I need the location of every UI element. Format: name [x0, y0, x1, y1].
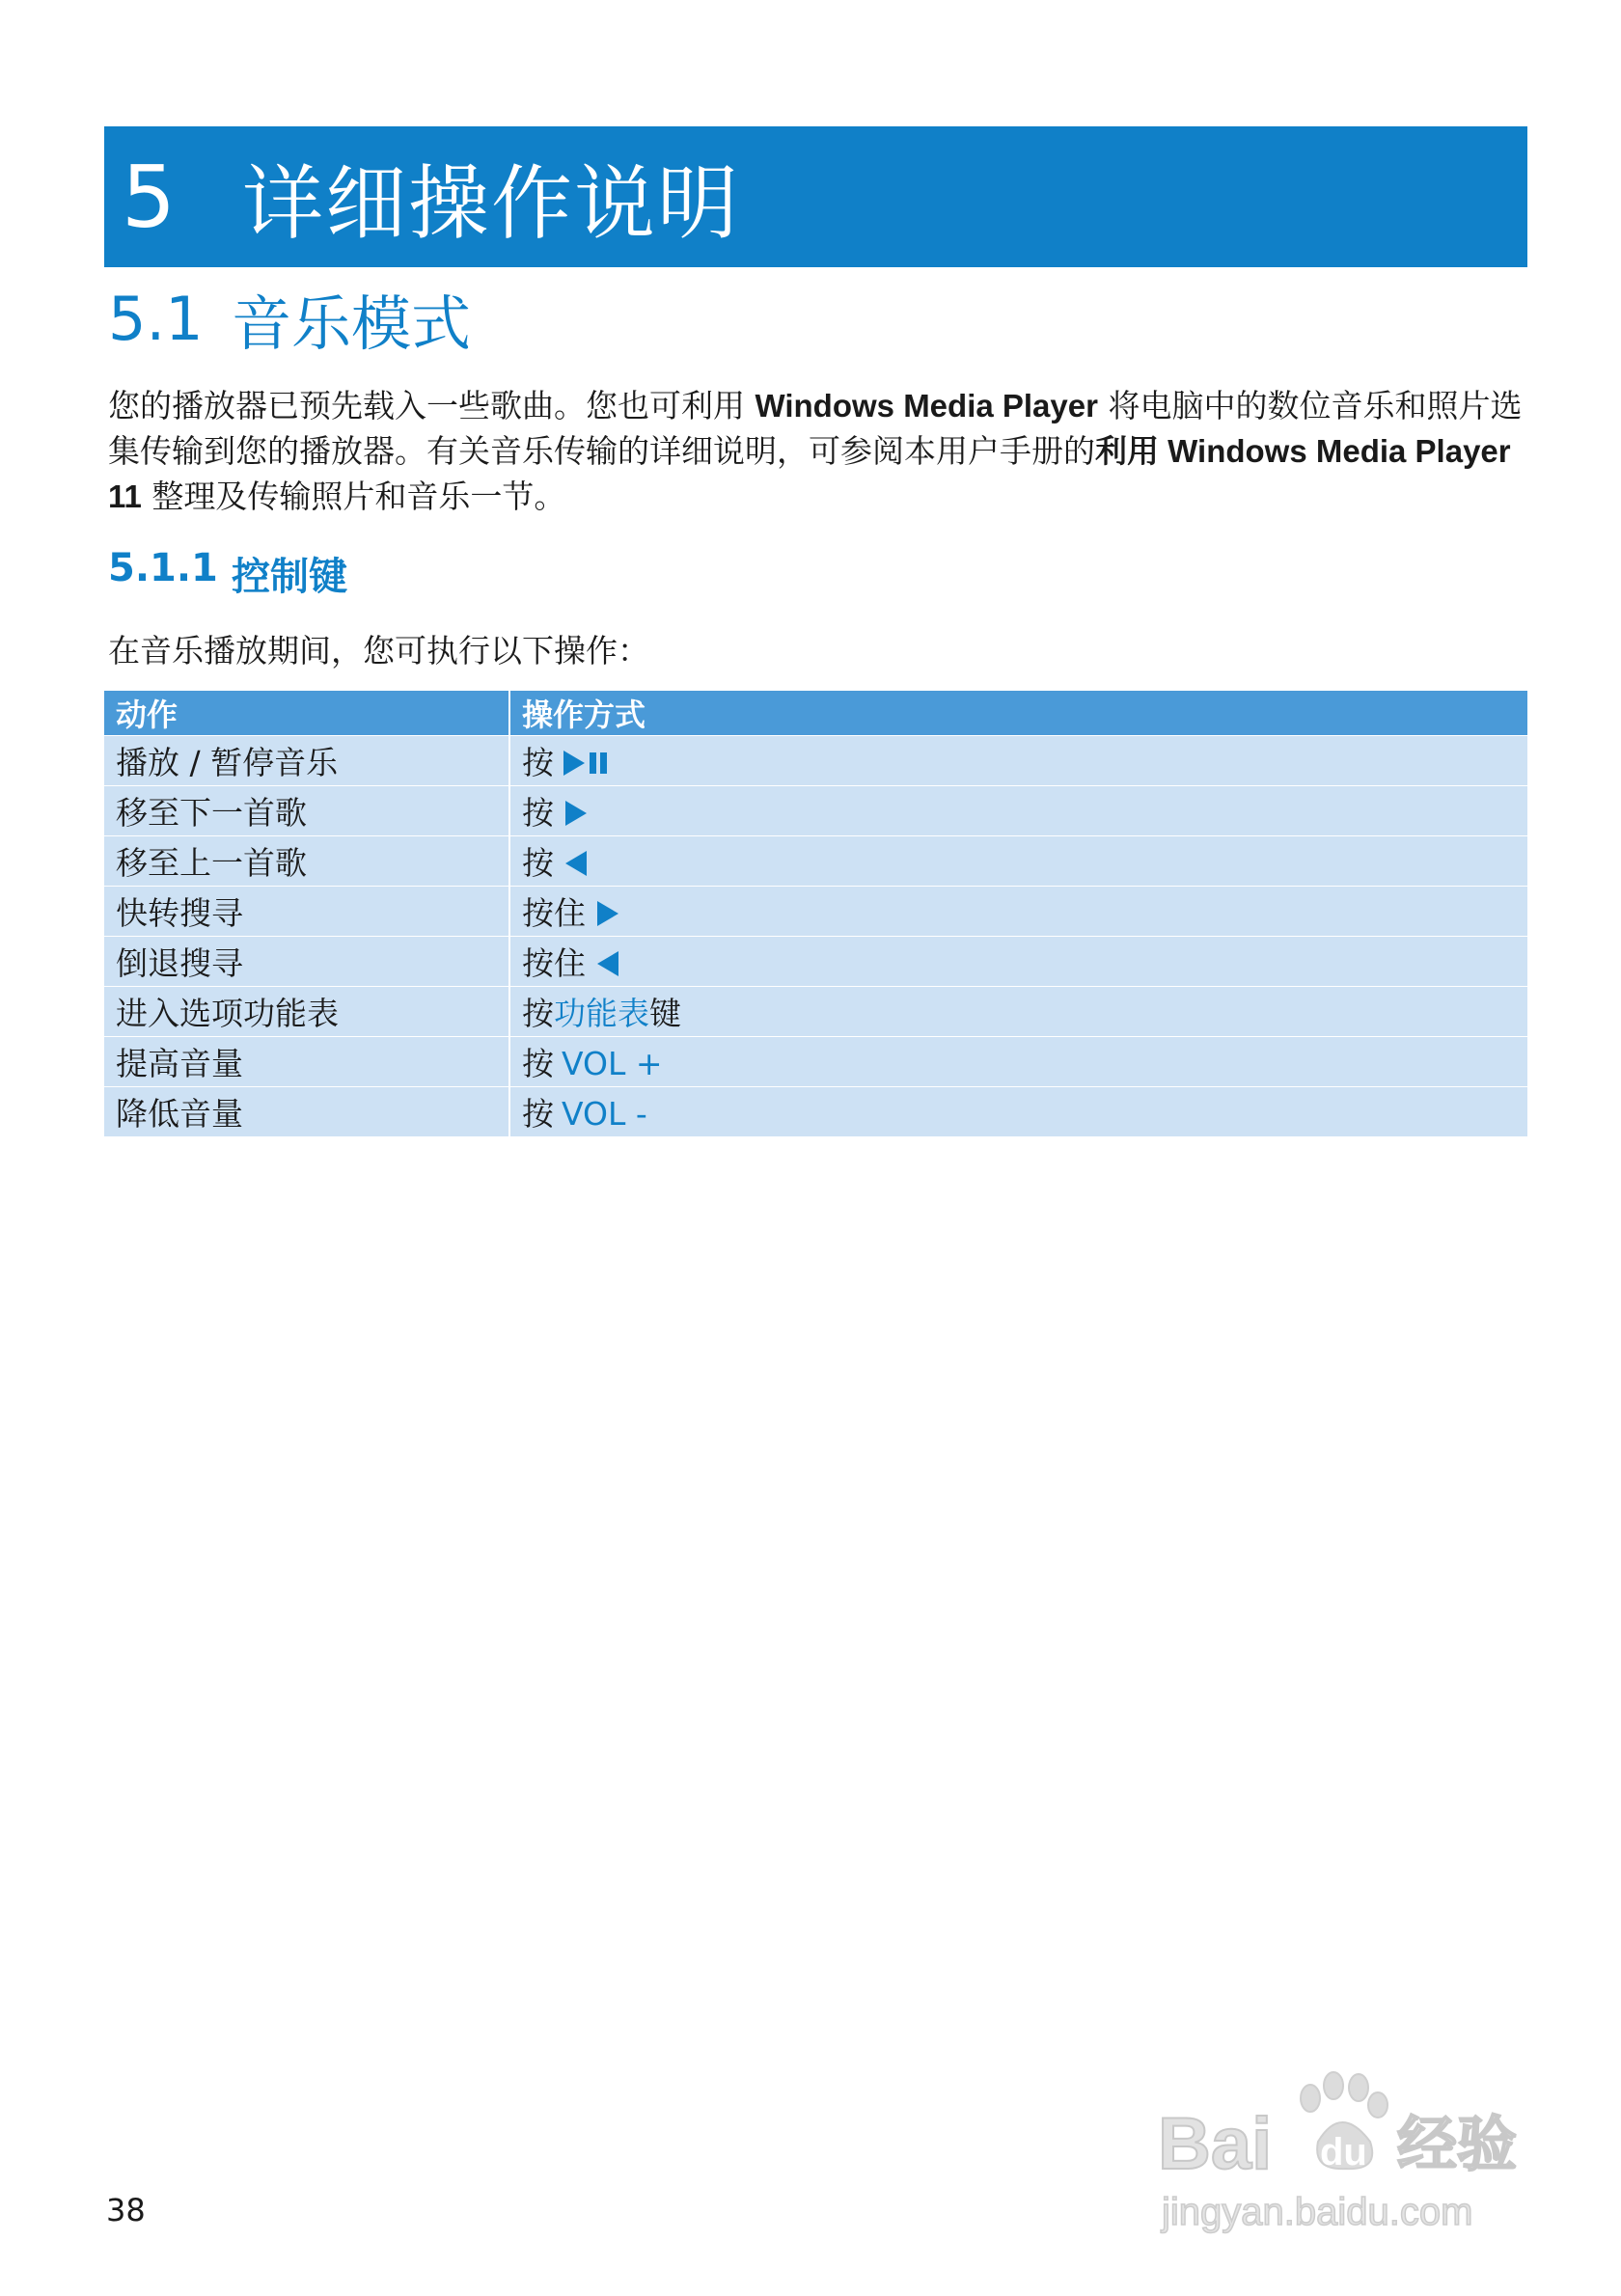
next-icon — [595, 896, 620, 934]
operation-cell — [509, 1037, 1527, 1087]
action-cell: 移至上一首歌 — [104, 836, 509, 887]
table-row — [104, 736, 1527, 786]
intro-paragraph — [108, 383, 1526, 519]
svg-text:jingyan.baidu.com: jingyan.baidu.com — [1162, 2191, 1473, 2233]
play-pause-icon — [563, 746, 612, 783]
svg-text:经验: 经验 — [1397, 2109, 1518, 2179]
chapter-heading — [104, 126, 1527, 267]
table-header-row — [104, 691, 1527, 736]
paragraph-bold-2: 利用 Windows Media Player 11 — [108, 433, 1511, 514]
press-text: 按住 — [522, 894, 586, 932]
press-text: 按 — [522, 744, 554, 781]
header-action: 动作 — [104, 691, 509, 736]
paragraph-text-1: 您的播放器已预先载入一些歌曲。您也可利用 — [108, 387, 756, 424]
press-text: 按 — [522, 1095, 554, 1133]
subsection-heading — [108, 546, 347, 601]
section-heading — [108, 276, 471, 362]
press-text: 按 — [522, 995, 554, 1032]
key-label: 功能表 — [554, 995, 649, 1032]
operation-cell — [509, 836, 1527, 887]
operation-cell — [509, 786, 1527, 836]
subsection-title: 控制键 — [232, 555, 347, 599]
page-number: 38 — [106, 2192, 146, 2228]
svg-text:Bai: Bai — [1158, 2103, 1273, 2185]
previous-icon — [595, 946, 620, 984]
operation-cell — [509, 987, 1527, 1037]
table-row — [104, 836, 1527, 887]
chapter-number: 5 — [122, 147, 176, 247]
controls-table — [104, 691, 1527, 1136]
controls-intro: 在音乐播放期间，您可执行以下操作： — [108, 632, 649, 670]
key-label: VOL + — [562, 1045, 663, 1082]
press-text: 按住 — [522, 944, 586, 982]
section-title: 音乐模式 — [232, 288, 472, 359]
action-cell: 移至下一首歌 — [104, 786, 509, 836]
section-number: 5.1 — [108, 284, 204, 354]
paragraph-text-2: 将电脑中的数位音乐和照片选集传输到您的播放器。有关音乐传输的详细说明，可参阅本用户手册的 — [108, 387, 1523, 470]
next-icon — [563, 796, 589, 834]
operation-cell — [509, 736, 1527, 786]
press-text: 按 — [522, 1045, 554, 1082]
action-cell: 倒退搜寻 — [104, 937, 509, 987]
action-cell: 降低音量 — [104, 1087, 509, 1137]
key-suffix: 键 — [649, 995, 681, 1032]
svg-text:du: du — [1320, 2131, 1367, 2173]
action-cell: 播放 / 暂停音乐 — [104, 736, 509, 786]
operation-cell — [509, 1087, 1527, 1137]
action-cell: 提高音量 — [104, 1037, 509, 1087]
paragraph-text-3: 整理及传输照片和音乐一节。 — [141, 478, 566, 515]
previous-icon — [563, 846, 589, 884]
table-row — [104, 1087, 1527, 1137]
table-row — [104, 887, 1527, 937]
action-cell: 快转搜寻 — [104, 887, 509, 937]
action-cell: 进入选项功能表 — [104, 987, 509, 1037]
key-label: VOL - — [562, 1095, 647, 1133]
header-operation: 操作方式 — [509, 691, 1527, 736]
table-row — [104, 987, 1527, 1037]
paragraph-bold-1: Windows Media Player — [755, 388, 1098, 424]
chapter-title: 详细操作说明 — [242, 155, 741, 251]
table-row — [104, 1037, 1527, 1087]
table-row — [104, 786, 1527, 836]
subsection-number: 5.1.1 — [108, 546, 218, 590]
press-text: 按 — [522, 794, 554, 832]
press-text: 按 — [522, 844, 554, 882]
baidu-watermark-logo — [1148, 2045, 1553, 2238]
table-row — [104, 937, 1527, 987]
operation-cell — [509, 887, 1527, 937]
operation-cell — [509, 937, 1527, 987]
